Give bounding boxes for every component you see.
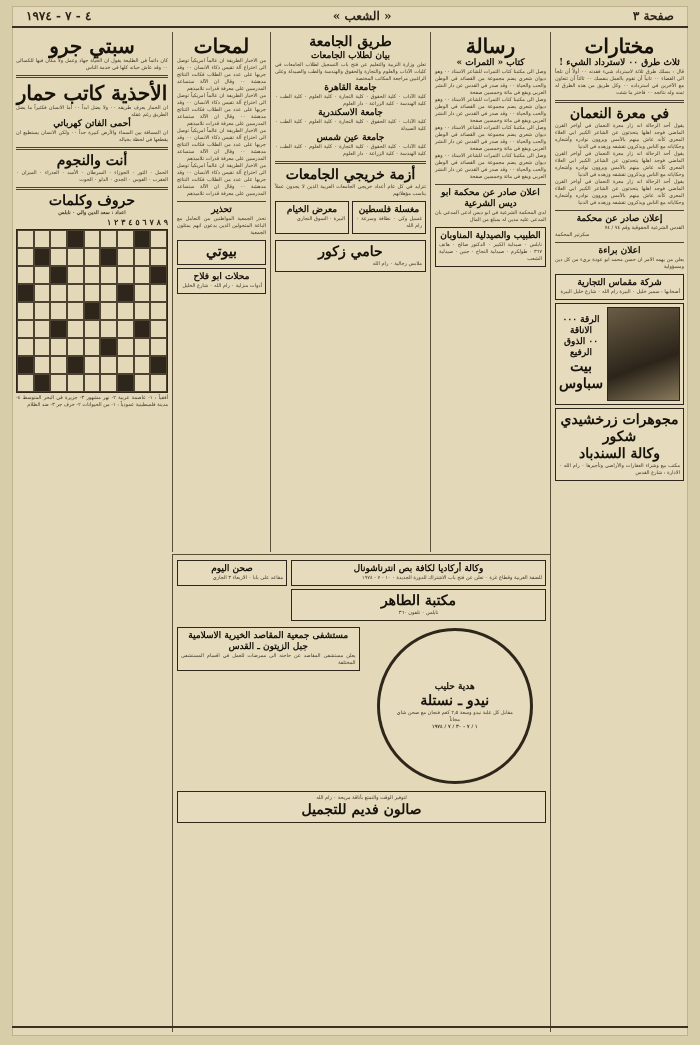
issue-date: ٤ - ٧ - ١٩٧٤ [26, 9, 92, 23]
lamahat-body-cont: من الاخبار الطريفة ان عالماً امريكياً توصل الى اختراع آلة تقيس ذكاء الانسان ٠٠ وقد جربها على عدد من الطلاب فكانت النتائج مدهشة ٠٠ وقال ان الآلة ستساعد المدرسين على معرفة قدرات تلاميذهم [177, 93, 266, 127]
crossword-clues: أفقياً : ١- عاصمة عربية ٢- نهر مشهور ٣- جزيرة في البحر المتوسط ٤- مدينة فلسطينية عمودياً : ١- من الحيوانات ٢- حرف جر ٣- ضد الظلام [16, 395, 168, 408]
bookstore-ad [291, 589, 546, 621]
divider [555, 210, 684, 211]
gift-body: مقابل كل علبة نيدو وسعة ٢٫٥ كغم فنجان مع صحن شاي مجاناً [396, 709, 513, 723]
laundry-title: مغسلة فلسطين [358, 205, 420, 215]
bookstore-title: مكتبة الطاهر [380, 593, 457, 609]
abudis-notice-body: لدى المحكمة الشرعية في ابو ديس ادعى المدعي بان المدعى عليه مدين له بمبلغ من المال [435, 210, 546, 223]
company-title: شركة مقماس التجارية [577, 278, 662, 288]
divider [16, 75, 168, 78]
abu-falah-title: محلات ابو فلاح [193, 272, 250, 282]
ain-shams-title: جامعة عين شمس [316, 133, 385, 143]
mukhtarat-body: قال : بسلك طرق ثلاثة لاسترداد شيء فقدته ٠٠ أولاً أن تلجأ الى القضاء ٠٠ ثانياً أن تقوم بالعمل بنفسك ٠٠ ثالثاً أن تتعاون مع الآخرين في استرداده ٠٠ وكل طريق من هذه الطرق له ثمنه وله نتائجه ٠٠ فاختر ما شئت [555, 69, 685, 96]
hospital-title: مستشفى جمعية المقاصد الخيرية الاسلامية [188, 631, 349, 641]
lamahat-body-cont3: من الاخبار الطريفة ان عالماً امريكياً توصل الى اختراع آلة تقيس ذكاء الانسان ٠٠ وقد جربها على عدد من الطلاب فكانت النتائج مدهشة ٠٠ وقال ان الآلة ستساعد المدرسين على معرفة قدرات تلاميذهم [177, 163, 266, 197]
lamahat-body: من الاخبار الطريفة ان عالماً امريكياً توصل الى اختراع آلة تقيس ذكاء الانسان ٠٠ وقد جربها على عدد من الطلاب فكانت النتائج مدهشة ٠٠ وقال ان الآلة ستساعد المدرسين على معرفة قدرات تلاميذهم [177, 58, 266, 92]
sabti-body: كان دائماً في الطليعة يقول ان الحياة جهاد وعمل ولا مكان فيها للكسالى ٠٠ وقد عاش حياته كلها في خدمة الناس [16, 58, 168, 71]
divider [177, 201, 266, 202]
jewelry-ad-title: مجوهرات زرخشيدي شكور [560, 412, 679, 445]
graduates-crisis-body: تتزايد في كل عام أعداد خريجي الجامعات العربية الذين لا يجدون عملاً يناسب مؤهلاتهم [275, 184, 426, 197]
divider [275, 161, 426, 164]
crossword-column-numbers: ٩ ٨ ٧ ٦ ٥ ٤ ٣ ٢ ١ [106, 217, 168, 227]
nido-gift-ad [377, 628, 533, 784]
court-notice-title: إعلان صادر عن محكمة [576, 214, 663, 224]
divider [435, 184, 546, 185]
saloon-title: صالون فديم للتجميل [301, 802, 422, 818]
joke-title: أحمى الفاتن كهرباتي [53, 119, 131, 129]
abu-falah-ad [177, 268, 266, 294]
horoscope-body: الحمل ٠ الثور ٠ الجوزاء ٠ السرطان ٠ الأسد ٠ العذراء ٠ الميزان ٠ العقرب ٠ القوس ٠ الجدي ٠ الدلو ٠ الحوت [16, 170, 168, 183]
column-lamahat [172, 32, 270, 552]
zakkour-title: حامي زكور [318, 244, 383, 260]
column-risala [430, 32, 550, 552]
mukhtarat-subtitle: ثلاث طرق ٠٠ لاسترداد الشيء ! [559, 58, 680, 68]
horoscope-title: أنت والنجوم [56, 153, 128, 169]
risala-body-cont3: وصل الى مكتبنا كتاب الثمرات للشاعر الاستاذ ٠٠ وهو ديوان شعري يضم مجموعة من القصائد في الوطن والحب والحياة ٠٠ وقد صدر في القدس عن دار النشر العربي ويقع في مائة وخمسين صفحة [435, 153, 547, 180]
bookstore-sub: نابلس ٠ تلفون ٣٦٠ [398, 610, 439, 616]
column-mukhtarat [550, 32, 688, 1032]
section-title-university: طريق الجامعة [309, 34, 392, 50]
divider [555, 242, 684, 243]
sindbad-agency-body: مكتب بيع وشراء العقارات والأراضي وتأجيرها ٠ رام الله ٠ الادارة : شارع القدس [559, 463, 681, 476]
khiyam-title: معرض الخيام [286, 205, 338, 215]
innocence-notice-body: يعلن من يهمه الامر ان حسن محمد ابو عودة بريء من كل دين ومسؤولية [555, 257, 684, 270]
abu-falah-body: أدوات منزلية ٠ رام الله ٠ شارع الخليل [182, 283, 262, 289]
bottom-ads-area [172, 554, 550, 1032]
saloon-body: لتوفير الوقت والتمتع بأناقة مريحة ٠ رام الله [316, 795, 407, 801]
section-title-mukhtarat: مختارات [584, 34, 655, 58]
arcadia-ad [291, 560, 546, 586]
arcadia-body: للضفة الغربية وقطاع غزة ٠ تعلن عن فتح باب الاشتراك للدورة الجديدة ٠ ١٠ - ٧ - ١٩٧٤ [361, 575, 542, 581]
university-body: تعلن وزارة التربية والتعليم عن فتح باب التسجيل لطلاب الجامعات في كليات الآداب والعلوم والتجارة والحقوق والهندسة والطب والصيدلة وعلى الراغبين مراجعة المكاتب المختصة [275, 62, 426, 82]
doctors-box [435, 227, 546, 267]
zakkour-body: ملابس رجالية ٠ رام الله [372, 261, 422, 267]
joke-body: ان المسافة بين السماء والأرض كبيرة جداً ٠٠ ولكن الانسان يستطيع ان يقطعها في لحظة بخياله [16, 130, 168, 143]
risala-body-cont2: وصل الى مكتبنا كتاب الثمرات للشاعر الاستاذ ٠٠ وهو ديوان شعري يضم مجموعة من القصائد في الوطن والحب والحياة ٠٠ وقد صدر في القدس عن دار النشر العربي ويقع في مائة وخمسين صفحة [435, 125, 547, 152]
innocence-notice-title: اعلان براءة [598, 246, 641, 256]
model-photo [607, 307, 680, 401]
today-dish-ad [177, 560, 287, 586]
warning-body: تحذر الجمعية المواطنين من التعامل مع الباعة المتجولين الذين يدعون انهم يمثلون الجمعية [177, 216, 266, 236]
risala-body: وصل الى مكتبنا كتاب الثمرات للشاعر الاستاذ ٠٠ وهو ديوان شعري يضم مجموعة من القصائد في الوطن والحب والحياة ٠٠ وقد صدر في القدس عن دار النشر العربي ويقع في مائة وخمسين صفحة [435, 69, 547, 96]
cartoon-title: الأحذية كاتب حمار [16, 81, 168, 105]
university-subtitle: بيان لطلاب الجامعات [311, 51, 390, 61]
column-university [270, 32, 430, 552]
crossword-title: حروف وكلمات [48, 193, 136, 209]
khiyam-body: البيرة ٠ السوق التجاري [296, 216, 345, 222]
section-title-risala: رسالة [465, 34, 516, 58]
hospital-body: يعلن مستشفى المقاصد عن حاجته الى ممرضات للعمل في اقسام المستشفى المختلفة [181, 653, 356, 666]
cairo-univ-title: جامعة القاهرة [324, 83, 377, 93]
beauty-ad [555, 303, 684, 405]
ain-shams-body: كلية الآداب ٠ كلية الحقوق ٠ كلية التجارة ٠ كلية العلوم ٠ كلية الطب ٠ كلية الهندسة ٠ كلية الزراعة ٠ دار العلوم [275, 144, 427, 157]
laundry-ad [352, 201, 426, 234]
khiyam-ad [275, 201, 349, 234]
hospital-sub: جبل الزيتون ـ القدس [228, 642, 308, 652]
footer-rule [12, 1026, 688, 1028]
beauty-ad-head: الرقة ٠٠٠ الاناقة [562, 315, 600, 336]
article-body-maarra: يقول أحد الرحالة انه زار معرة النعمان في أواخر القرن الماضي فوجد اهلها يتحدثون عن الشاعر الكبير ابي العلاء المعري كأنه عاش بينهم بالأمس ويروون نوادره وأشعاره وحكاياته مع الناس ويذكرون تقشفه وزهده في الدنيا [555, 123, 684, 150]
article-body-maarra-cont2: يقول أحد الرحالة انه زار معرة النعمان في أواخر القرن الماضي فوجد اهلها يتحدثون عن الشاعر الكبير ابي العلاء المعري كأنه عاش بينهم بالأمس ويروون نوادره وأشعاره وحكاياته مع الناس ويذكرون تقشفه وزهده في الدنيا [555, 179, 684, 206]
page-header [12, 6, 688, 28]
risala-body-cont: وصل الى مكتبنا كتاب الثمرات للشاعر الاستاذ ٠٠ وهو ديوان شعري يضم مجموعة من القصائد في الوطن والحب والحياة ٠٠ وقد صدر في القدس عن دار النشر العربي ويقع في مائة وخمسين صفحة [435, 97, 547, 124]
crossword-author: اعداد : سعد الدين والي ٠ نابلس [58, 210, 126, 216]
beauty-brand-title: بيوتي [206, 244, 237, 260]
warning-title: تحذير [211, 205, 232, 215]
alex-univ-body: كلية الآداب ٠ كلية الحقوق ٠ كلية التجارة ٠ كلية العلوم ٠ كلية الطب ٠ كلية الصيدلة [275, 119, 427, 132]
doctors-title: الطبيب والصيدلية المناوبان [440, 231, 541, 241]
today-dish-body: مقاعد على بابا ٠ الاربعاء ٣ الجاري [212, 575, 283, 581]
article-title-maarra: في معرة النعمان [569, 106, 670, 122]
divider [555, 100, 684, 103]
article-body-maarra-cont: يقول أحد الرحالة انه زار معرة النعمان في أواخر القرن الماضي فوجد اهلها يتحدثون عن الشاعر الكبير ابي العلاء المعري كأنه عاش بينهم بالأمس ويروون نوادره وأشعاره وحكاياته مع الناس ويذكرون تقشفه وزهده في الدنيا [555, 151, 684, 178]
company-body: أصحابها : سمير خليل ٠ البيرة رام الله ٠ شارع خليل البيرة [560, 289, 680, 295]
jewelry-ad [555, 408, 684, 481]
divider [16, 147, 168, 150]
zakkour-ad [275, 240, 426, 272]
doctors-body: نابلس ٠ صيدلية الكبير ٠ الدكتور صالح ٠ هاتف ٣٦٧ ٠ طولكرم ٠ صيدلية النجاح ٠ جنين ٠ صيدلية الشعب [439, 242, 543, 262]
paper-name: « الشعب » [332, 9, 392, 23]
lamahat-body-cont2: من الاخبار الطريفة ان عالماً امريكياً توصل الى اختراع آلة تقيس ذكاء الانسان ٠٠ وقد جربها على عدد من الطلاب فكانت النتائج مدهشة ٠٠ وقال ان الآلة ستساعد المدرسين على معرفة قدرات تلاميذهم [177, 128, 266, 162]
column-leisure [12, 32, 172, 1032]
page-label: صفحة ٣ [632, 9, 674, 23]
sindbad-agency-title: وكالة السندباد [579, 446, 660, 462]
beauty-ad-sub: ٠٠ الذوق الرفيع [563, 337, 599, 358]
gift-brand: نيدو ـ نستلة [420, 692, 490, 709]
section-title-lamahat: لمحات [193, 34, 250, 58]
cartoon-body: ان الحمار يعرف طريقه ٠٠ ولا يضل ابداً ٠٠ أما الانسان فكثيراً ما يضل الطريق رغم عقله [16, 105, 168, 118]
section-title-sabti: سبتي جرو [49, 34, 135, 58]
court-notice-signer: سكرتير المحكمة [555, 232, 590, 238]
cairo-univ-body: كلية الآداب ٠ كلية الحقوق ٠ كلية التجارة ٠ كلية العلوم ٠ كلية الطب ٠ كلية الهندسة ٠ كلية الزراعة ٠ دار العلوم [275, 94, 427, 107]
laundry-body: غسيل وكي ٠ نظافة وسرعة ٠ رام الله [356, 216, 422, 229]
divider [16, 187, 168, 190]
arcadia-title: وكالة أركاديا لكافة بص انترناشونال [353, 564, 484, 574]
gift-title: هدية حليب [434, 681, 475, 692]
graduates-crisis-title: أزمة خريجي الجامعات [285, 167, 416, 183]
gift-dates: ١ / ٧ - ٣٠ / ٧ / ١٩٧٤ [431, 723, 478, 730]
newspaper-page [12, 6, 688, 1036]
court-notice-body: القدس الشرعية الحقوقية وقم ٧٤ / ٧٤ [604, 225, 684, 231]
risala-subtitle: كتاب « الثمرات » [456, 58, 525, 68]
crossword-grid[interactable] [16, 229, 168, 393]
hospital-ad [177, 627, 360, 671]
abudis-notice-title: اعلان صادر عن محكمة ابو ديس الشرعية [441, 188, 540, 209]
alex-univ-title: جامعة الاسكندرية [318, 108, 383, 118]
saloon-ad [177, 791, 546, 823]
company-ad [555, 274, 684, 300]
today-dish-title: صحن اليوم [211, 564, 253, 574]
beauty-brand-ad [177, 240, 266, 265]
beauty-ad-name: بيت سباوس [559, 359, 604, 392]
